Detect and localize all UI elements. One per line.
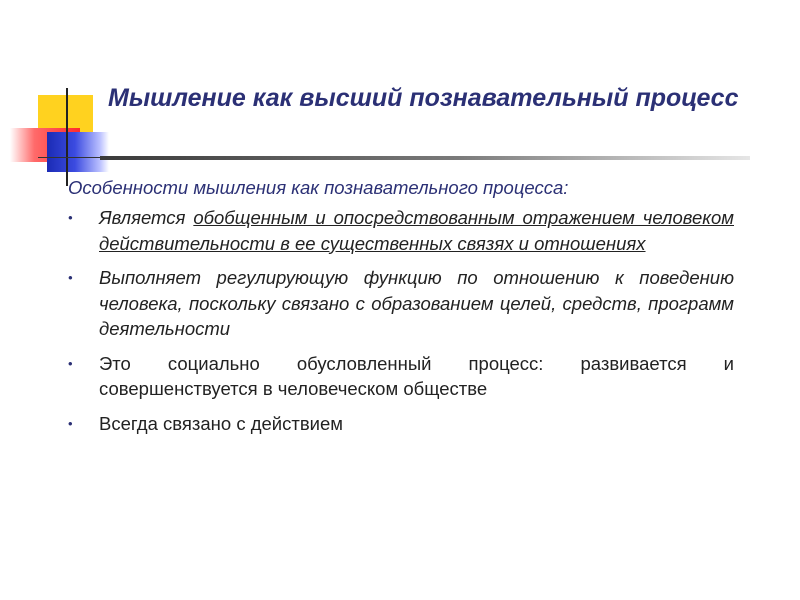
bullet-list — [68, 205, 734, 445]
slide-subtitle: Особенности мышления как познавательного процесса: — [68, 177, 569, 198]
bullet-underlined-text: обобщенным и опосредствованным отражением человеком действительности в ее существенных связях и отношениях — [99, 207, 734, 254]
bullet-text: Всегда связано с действием — [99, 412, 344, 434]
bullet-item — [68, 411, 734, 437]
decorative-vertical-line — [66, 88, 68, 186]
decorative-horizontal-line — [38, 157, 102, 158]
bullet-icon: • — [68, 355, 73, 371]
decorative-blue-square — [47, 132, 109, 172]
bullet-icon: • — [68, 210, 73, 225]
bullet-text: Выполняет регулирующую функцию по отношению к поведению человека, поскольку связано с образованием целей, средств, программ деятельности — [99, 267, 734, 339]
bullet-text: Это социально обусловленный процесс: развивается и совершенствуется в человеческом обществе — [99, 352, 734, 399]
bullet-icon: • — [68, 415, 73, 431]
bullet-item — [68, 265, 734, 342]
bullet-item — [68, 351, 734, 402]
slide-title: Мышление как высший познавательный процесс — [108, 84, 739, 112]
bullet-icon: • — [68, 270, 73, 285]
bullet-item — [68, 205, 734, 256]
title-divider — [100, 156, 750, 160]
bullet-lead-text: Является — [99, 207, 194, 228]
